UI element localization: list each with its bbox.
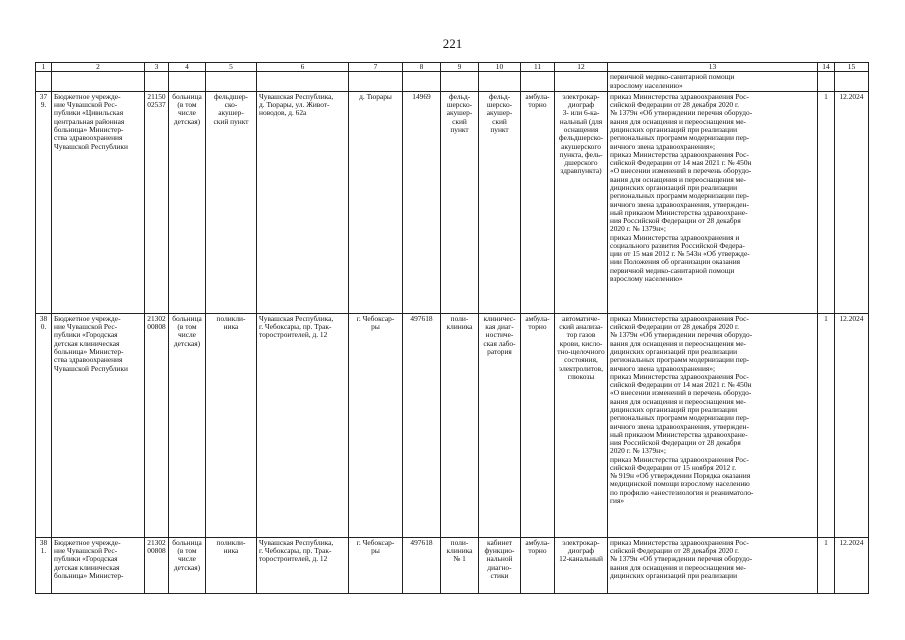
room-type-line: пункт — [490, 124, 509, 134]
room-type-line: диагно- — [487, 562, 512, 572]
legal-basis-line: нии Положения об организации оказания — [610, 257, 741, 267]
legal-basis-line: вания для оснащения и переоснащения ме- — [610, 174, 747, 184]
room-type — [479, 91, 521, 313]
legal-basis-line: ный приказом Министерства здравоохране- — [610, 207, 748, 217]
department-line: фельд- — [448, 91, 471, 101]
organization-name-line: больница» Министер- — [54, 570, 124, 580]
care-form-line: торно — [528, 322, 547, 332]
room-type-line: ностиче- — [485, 330, 514, 340]
continuation-empty-cell — [521, 72, 555, 92]
department — [441, 537, 479, 593]
legal-basis-line: сийской Федерации от 28 декабря 2020 г. — [610, 546, 740, 556]
legal-basis-line: сийской Федерации от 14 мая 2021 г. № 450н — [610, 380, 752, 390]
room-type — [479, 313, 521, 537]
organization-name-line: больница» Министер- — [54, 346, 124, 356]
legal-basis-line: приказ Министерства здравоохранения Рос- — [610, 313, 749, 323]
continuation-empty-cell — [349, 72, 403, 92]
address-line: новодов, д. 62а — [259, 108, 307, 118]
org-code-line: 21302 — [147, 537, 166, 547]
equipment-name — [555, 313, 608, 537]
department — [441, 91, 479, 313]
locality — [349, 91, 403, 313]
department-line: клиника — [446, 546, 473, 556]
equipment-name-line: тно-щелочного — [557, 346, 605, 356]
equipment-name-line: электрокар- — [562, 91, 600, 101]
address-line: г. Чебоксары, пр. Трак- — [259, 322, 332, 332]
column-number-5: 5 — [206, 63, 257, 72]
legal-basis-line: первичной медико-санитарной помощи — [610, 265, 735, 275]
column-number-6: 6 — [257, 63, 349, 72]
structural-unit-line: ника — [223, 322, 239, 332]
structural-unit-line: акушер- — [218, 108, 244, 118]
structural-unit-line: поликли- — [216, 313, 246, 323]
locality-line: д. Тюрары — [359, 91, 392, 101]
column-number-4: 4 — [169, 63, 206, 72]
organization-name-line: Бюджетное учрежде- — [54, 91, 121, 101]
legal-basis-line: гия» — [610, 496, 625, 506]
organization-name-line: публики «Городская — [54, 330, 118, 340]
row-number: 380. — [36, 313, 52, 537]
institution-type — [169, 91, 206, 313]
organization-name-line: центральная районная — [54, 116, 125, 126]
structural-unit — [206, 91, 257, 313]
delivery-date: 12.2024 — [835, 313, 869, 537]
structural-unit-line: ский пункт — [213, 116, 249, 126]
legal-basis-line: вания для оснащения и переоснащения ме- — [610, 338, 747, 348]
organization-name — [52, 91, 145, 313]
column-number-3: 3 — [145, 63, 169, 72]
legal-basis — [608, 91, 818, 313]
equipment-name-line: автоматиче- — [562, 313, 600, 323]
continuation-empty-cell — [835, 72, 869, 92]
delivery-date: 12.2024 — [835, 537, 869, 593]
equipment-table — [35, 62, 869, 594]
legal-basis-line: вичного звена здравоохранения, утвержден- — [610, 421, 749, 431]
room-type-line: клиничес- — [483, 313, 516, 323]
room-type-line: шерско- — [486, 100, 513, 110]
continuation-empty-cell — [555, 72, 608, 92]
continuation-empty-cell — [441, 72, 479, 92]
care-form-line: амбула- — [525, 537, 550, 547]
institution-type — [169, 313, 206, 537]
legal-basis-line: дицинских организаций при реализации — [610, 570, 738, 580]
organization-name-line: ние Чувашской Рес- — [54, 322, 118, 332]
organization-name-line: Чувашской Республики — [54, 363, 128, 373]
continuation-empty-cell — [479, 72, 521, 92]
equipment-name-line: 3- или 6-ка- — [562, 108, 600, 118]
structural-unit-line: фельдшер- — [213, 91, 249, 101]
room-type-line: ский — [492, 116, 507, 126]
org-code-line: 00808 — [147, 322, 166, 332]
institution-type-line: числе — [178, 554, 196, 564]
org-code — [145, 313, 169, 537]
equipment-name-line: тор газов — [566, 330, 596, 340]
legal-basis-line: вания для оснащения и переоснащения ме- — [610, 116, 747, 126]
department-line: поли- — [450, 537, 469, 547]
table-row — [36, 537, 869, 593]
structural-unit-line: поликли- — [216, 537, 246, 547]
locality — [349, 537, 403, 593]
address — [257, 537, 349, 593]
organization-name-line: ние Чувашской Рес- — [54, 546, 118, 556]
equipment-name-line: электрокар- — [562, 537, 600, 547]
equipment-name-line: глюкозы — [567, 371, 595, 381]
department-line: клиника — [446, 322, 473, 332]
organization-name-line: Бюджетное учрежде- — [54, 313, 121, 323]
continuation-empty-cell — [169, 72, 206, 92]
quantity: 1 — [818, 537, 835, 593]
room-type-line: кая диаг- — [485, 322, 514, 332]
room-type — [479, 537, 521, 593]
legal-basis-line: региональных программ модернизации пер- — [610, 191, 750, 201]
organization-name-line: больница» Министер- — [54, 124, 124, 134]
legal-basis-line: сийской Федерации от 14 мая 2021 г. № 450н — [610, 158, 752, 168]
legal-basis — [608, 313, 818, 537]
legal-basis-line: вичного звена здравоохранения»; — [610, 363, 716, 373]
room-type-line: ратория — [487, 346, 512, 356]
organization-name — [52, 313, 145, 537]
equipment-name-line: 12-канальный — [559, 554, 603, 564]
legal-basis-line: вания для оснащения и переоснащения ме- — [610, 562, 747, 572]
continuation-empty-cell — [206, 72, 257, 92]
legal-basis — [608, 537, 818, 593]
equipment-name-line: оснащения — [563, 124, 599, 134]
org-code — [145, 91, 169, 313]
column-number-13: 13 — [608, 63, 818, 72]
equipment-name-line: фельдшерско- — [558, 133, 604, 143]
column-number-8: 8 — [403, 63, 441, 72]
department-line: поли- — [450, 313, 469, 323]
department-line: шерско- — [446, 100, 473, 110]
continuation-line: первичной медико-санитарной помощи — [610, 72, 735, 82]
care-form-line: амбула- — [525, 313, 550, 323]
column-number-9: 9 — [441, 63, 479, 72]
continuation-line: взрослому населению» — [610, 80, 683, 90]
delivery-date: 12.2024 — [835, 91, 869, 313]
legal-basis-line: региональных программ модернизации пер- — [610, 355, 750, 365]
address — [257, 313, 349, 537]
equipment-name-line: здравпункта) — [560, 166, 602, 176]
organization-name-line: Бюджетное учрежде- — [54, 537, 121, 547]
legal-basis-line: № 1379н «Об утверждении перечня оборудо- — [610, 108, 753, 118]
legal-basis-line: приказ Министерства здравоохранения Рос- — [610, 91, 749, 101]
institution-type-line: детская) — [173, 116, 201, 126]
address-line: г. Чебоксары, пр. Трак- — [259, 546, 332, 556]
legal-basis-line: ции от 15 мая 2012 г. № 543н «Об утвержде- — [610, 249, 750, 259]
address-line: Чувашская Республика, — [259, 313, 334, 323]
column-number-10: 10 — [479, 63, 521, 72]
care-form — [521, 91, 555, 313]
care-form — [521, 313, 555, 537]
continuation-empty-cell — [36, 72, 52, 92]
postal-code: 14969 — [403, 91, 441, 313]
equipment-name-line: акушерского — [561, 141, 601, 151]
department — [441, 313, 479, 537]
organization-name-line: публики «Цивильская — [54, 108, 124, 118]
table-row — [36, 91, 869, 313]
legal-basis-line: приказ Министерства здравоохранения Рос- — [610, 149, 749, 159]
organization-name-line: ние Чувашской Рес- — [54, 100, 118, 110]
column-number-7: 7 — [349, 63, 403, 72]
institution-type-line: (в том — [177, 322, 197, 332]
legal-basis-line: 2020 г. № 1379н»; — [610, 446, 666, 456]
structural-unit — [206, 313, 257, 537]
legal-basis-line: дицинских организаций при реализации — [610, 404, 738, 414]
legal-basis-line: региональных программ модернизации пер- — [610, 413, 750, 423]
column-number-1: 1 — [36, 63, 52, 72]
structural-unit — [206, 537, 257, 593]
column-number-12: 12 — [555, 63, 608, 72]
legal-basis-line: ния Российской Федерации от 28 декабря — [610, 438, 741, 448]
care-form-line: амбула- — [525, 91, 550, 101]
legal-basis-line: ный приказом Министерства здравоохране- — [610, 429, 748, 439]
legal-basis-line: 2020 г. № 1379н»; — [610, 224, 666, 234]
legal-basis-line: № 1379н «Об утверждении перечня оборудо- — [610, 330, 753, 340]
legal-basis-line: дицинских организаций при реализации — [610, 346, 738, 356]
equipment-name-line: крови, кисло- — [559, 338, 603, 348]
room-type-line: стики — [490, 570, 509, 580]
institution-type-line: (в том — [177, 100, 197, 110]
structural-unit-line: ника — [223, 546, 239, 556]
equipment-name — [555, 91, 608, 313]
locality-line: г. Чебоксар- — [356, 537, 395, 547]
equipment-name-line: диограф — [567, 546, 595, 556]
room-type-line: нальной — [486, 554, 513, 564]
institution-type-line: больница — [172, 313, 202, 323]
equipment-name-line: ский анализа- — [559, 322, 603, 332]
institution-type-line: больница — [172, 537, 202, 547]
room-type-line: ская лабо- — [483, 338, 516, 348]
legal-basis-line: приказ Министерства здравоохранения и — [610, 232, 740, 242]
legal-basis-line: № 1379н «Об утверждении перечня оборудо- — [610, 554, 753, 564]
locality-line: г. Чебоксар- — [356, 313, 395, 323]
org-code-line: 21302 — [147, 313, 166, 323]
address-line: Чувашская Республика, — [259, 537, 334, 547]
continuation-empty-cell — [403, 72, 441, 92]
legal-basis-line: дицинских организаций при реализации — [610, 182, 738, 192]
care-form-line: торно — [528, 100, 547, 110]
continuation-row — [36, 72, 869, 92]
equipment-name-line: диограф — [567, 100, 595, 110]
legal-basis-line: приказ Министерства здравоохранения Рос- — [610, 371, 749, 381]
locality-line: ры — [371, 546, 380, 556]
legal-basis-line: вичного звена здравоохранения»; — [610, 141, 716, 151]
department-line: ский — [452, 116, 467, 126]
column-number-11: 11 — [521, 63, 555, 72]
continuation-empty-cell — [818, 72, 835, 92]
address-line: Чувашская Республика, — [259, 91, 334, 101]
legal-basis-line: приказ Министерства здравоохранения Рос- — [610, 537, 749, 547]
legal-basis-line: медицинской помощи взрослому населению — [610, 479, 750, 489]
column-number-15: 15 — [835, 63, 869, 72]
organization-name-line: детская клиническая — [54, 338, 120, 348]
row-number: 379. — [36, 91, 52, 313]
institution-type-line: детская) — [173, 562, 201, 572]
continuation-empty-cell — [257, 72, 349, 92]
equipment-name — [555, 537, 608, 593]
legal-basis-line: «О внесении изменений в перечень оборудо- — [610, 166, 752, 176]
room-type-line: кабинет — [487, 537, 512, 547]
address-line: торостроителей, д. 12 — [259, 330, 328, 340]
department-line: № 1 — [453, 554, 466, 564]
organization-name-line: ства здравоохранения — [54, 133, 123, 143]
legal-basis-line: вания для оснащения и переоснащения ме- — [610, 396, 747, 406]
table-row — [36, 313, 869, 537]
postal-code: 497618 — [403, 537, 441, 593]
institution-type-line: (в том — [177, 546, 197, 556]
legal-basis-line: ния Российской Федерации от 28 декабря — [610, 216, 741, 226]
legal-basis-line: «О внесении изменений в перечень оборудо- — [610, 388, 752, 398]
column-number-row — [36, 63, 869, 72]
organization-name-line: публики «Городская — [54, 554, 118, 564]
organization-name-line: детская клиническая — [54, 562, 120, 572]
room-type-line: функцио- — [484, 546, 515, 556]
equipment-name-line: состояния, — [564, 355, 598, 365]
equipment-name-line: нальный (для — [559, 116, 603, 126]
equipment-name-line: дшерского — [564, 158, 598, 168]
care-form-line: торно — [528, 546, 547, 556]
legal-basis-line: № 919н «Об утверждении Порядка оказания — [610, 471, 751, 481]
continuation-empty-cell — [52, 72, 145, 92]
legal-basis-line: социального развития Российской Федера- — [610, 240, 745, 250]
org-code-line: 02537 — [147, 100, 166, 110]
institution-type-line: числе — [178, 330, 196, 340]
address — [257, 91, 349, 313]
organization-name-line: ства здравоохранения — [54, 355, 123, 365]
legal-basis-line: по профилю «анестезиология и реаниматоло- — [610, 487, 754, 497]
structural-unit-line: ско- — [224, 100, 238, 110]
page-number: 221 — [442, 36, 463, 51]
organization-name — [52, 537, 145, 593]
department-line: пункт — [450, 124, 469, 134]
column-number-2: 2 — [52, 63, 145, 72]
continuation-empty-cell — [145, 72, 169, 92]
department-line: акушер- — [446, 108, 473, 118]
continuation-text — [608, 72, 818, 92]
legal-basis-line: сийской Федерации от 28 декабря 2020 г. — [610, 100, 740, 110]
legal-basis-line: региональных программ модернизации пер- — [610, 133, 750, 143]
address-line: д. Тюрары, ул. Живот- — [259, 100, 330, 110]
postal-code: 497618 — [403, 313, 441, 537]
locality — [349, 313, 403, 537]
row-number: 381. — [36, 537, 52, 593]
care-form — [521, 537, 555, 593]
equipment-name-line: пункта, фель- — [559, 149, 603, 159]
legal-basis-line: сийской Федерации от 28 декабря 2020 г. — [610, 322, 740, 332]
organization-name-line: Чувашской Республики — [54, 141, 128, 151]
quantity: 1 — [818, 91, 835, 313]
legal-basis-line: дицинских организаций при реализации — [610, 124, 738, 134]
legal-basis-line: вичного звена здравоохранения, утвержден- — [610, 199, 749, 209]
room-type-line: акушер- — [486, 108, 513, 118]
legal-basis-line: приказ Министерства здравоохранения Рос- — [610, 454, 749, 464]
address-line: торостроителей, д. 12 — [259, 554, 328, 564]
org-code-line: 21150 — [147, 91, 166, 101]
institution-type — [169, 537, 206, 593]
org-code — [145, 537, 169, 593]
locality-line: ры — [371, 322, 380, 332]
legal-basis-line: взрослому населению» — [610, 274, 683, 284]
quantity: 1 — [818, 313, 835, 537]
institution-type-line: больница — [172, 91, 202, 101]
institution-type-line: детская) — [173, 338, 201, 348]
column-number-14: 14 — [818, 63, 835, 72]
room-type-line: фельд- — [488, 91, 511, 101]
equipment-name-line: электролитов, — [559, 363, 603, 373]
institution-type-line: числе — [178, 108, 196, 118]
org-code-line: 00808 — [147, 546, 166, 556]
legal-basis-line: сийской Федерации от 15 ноября 2012 г. — [610, 462, 737, 472]
